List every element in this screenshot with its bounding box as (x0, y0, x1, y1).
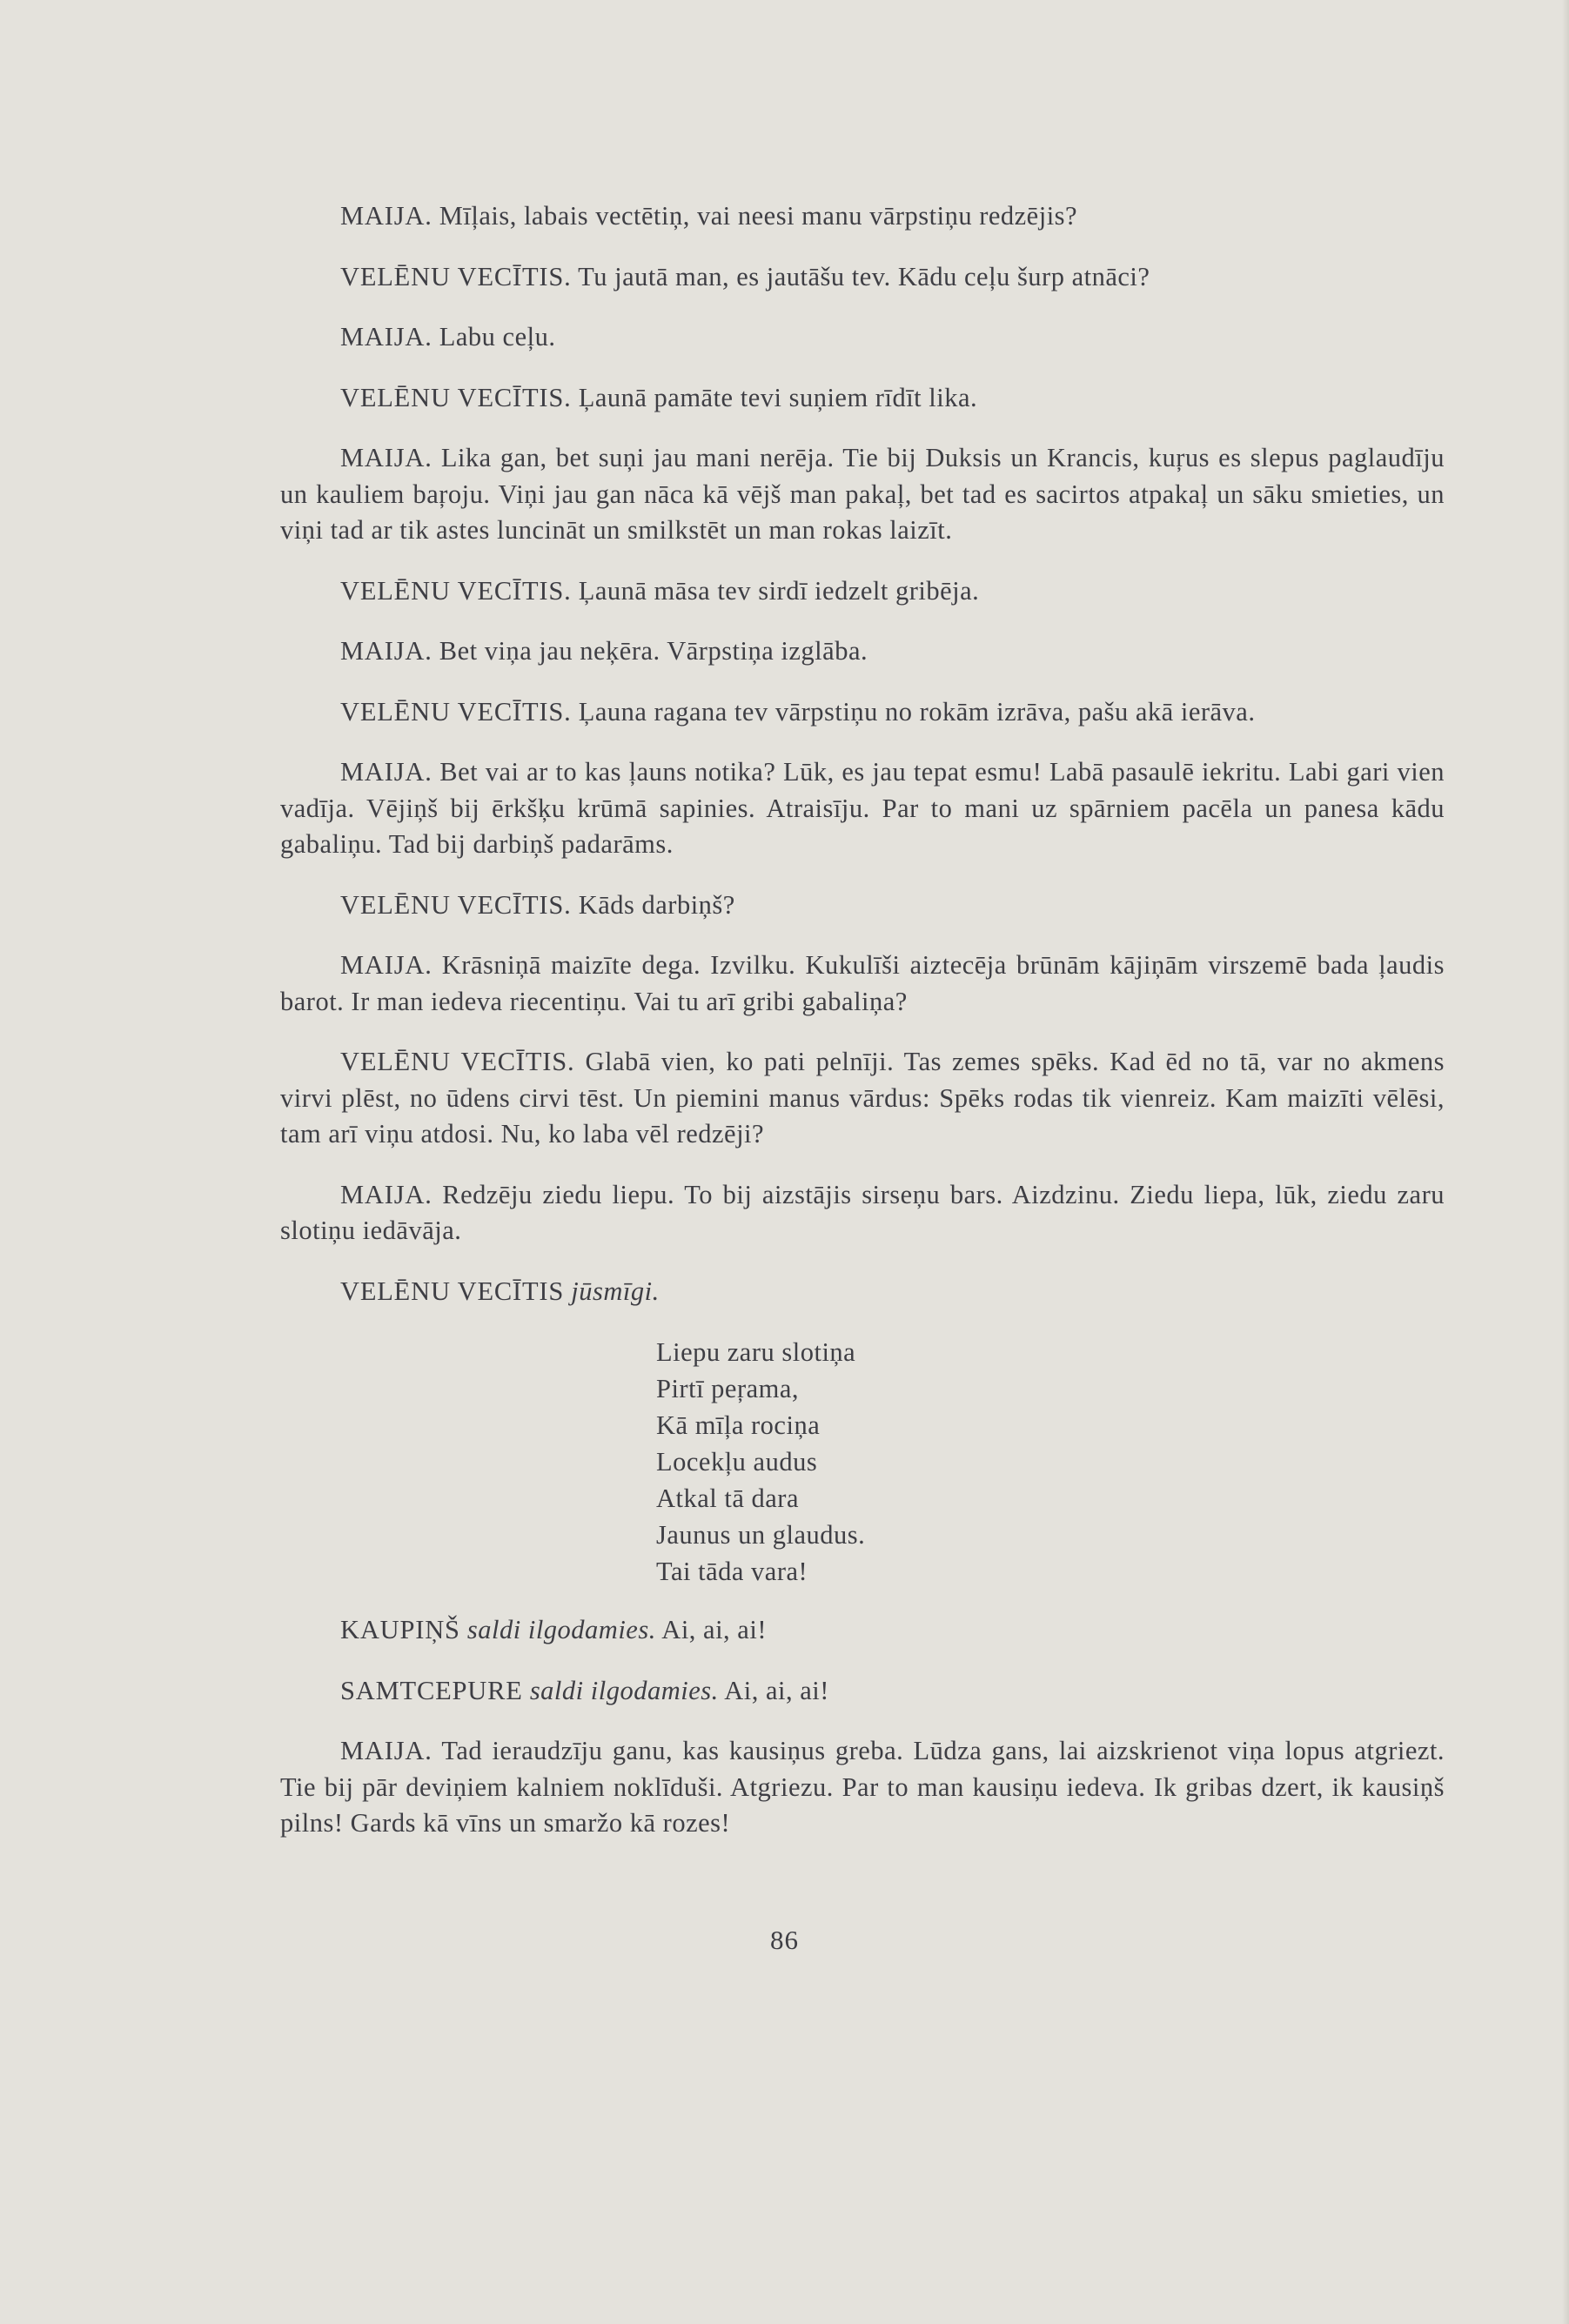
dialogue-text: Redzēju ziedu liepu. To bij aizstājis sirseņu bars. Aizdzinu. Ziedu liepa, lūk, ziedu zaru slotiņu iedāvāja. (280, 1179, 1445, 1245)
poem-line: Kā mīļa rociņa (656, 1410, 821, 1440)
speaker-name: VELĒNU VECĪTIS. (340, 261, 572, 291)
dialogue-text: Lika gan, bet suņi jau mani nerēja. Tie bij Duksis un Krancis, kuŗus es slepus paglaudīju un kauliem baŗoju. Viņi jau gan nāca kā vējš man pakaļ, bet tad es sacirtos atpakaļ un sāku smieties, un viņi tad ar tik astes luncināt un smilkstēt un man rokas laizīt. (280, 443, 1445, 545)
speaker-name: MAIJA. (340, 950, 432, 980)
dialogue-text: Ļauna ragana tev vārpstiņu no rokām izrāva, pašu akā ierāva. (578, 696, 1256, 727)
speaker-name: VELĒNU VECĪTIS. (340, 1047, 575, 1076)
stage-direction: jūsmīgi. (571, 1276, 660, 1306)
poem-line: Liepu zaru slotiņa (656, 1337, 856, 1367)
dialogue-paragraph (280, 1733, 1445, 1842)
speaker-name: SAMTCEPURE (340, 1675, 523, 1705)
play-text (280, 198, 1445, 1866)
dialogue-paragraph (280, 198, 1445, 235)
dialogue-text: Ļaunā pamāte tevi suņiem rīdīt lika. (578, 382, 978, 412)
dialogue-text: Bet viņa jau neķēra. Vārpstiņa izglāba. (439, 636, 868, 666)
dialogue-paragraph (280, 573, 1445, 610)
dialogue-text: Kāds darbiņš? (578, 889, 735, 920)
page-edge (1562, 0, 1569, 2324)
speaker-name: VELĒNU VECĪTIS. (340, 696, 572, 727)
dialogue-paragraph (280, 754, 1445, 863)
poem (656, 1334, 1445, 1590)
dialogue-paragraph (280, 1673, 1445, 1710)
poem-line: Jaunus un glaudus. (656, 1520, 866, 1550)
speaker-name: MAIJA. (340, 443, 432, 472)
speaker-name: VELĒNU VECĪTIS (340, 1276, 565, 1306)
speaker-name: MAIJA. (340, 1179, 432, 1209)
dialogue-paragraph (280, 1612, 1445, 1649)
poem-line: Locekļu audus (656, 1447, 818, 1477)
speaker-name: MAIJA. (340, 1736, 432, 1765)
speaker-name: VELĒNU VECĪTIS. (340, 382, 572, 412)
dialogue-text: Tad ieraudzīju ganu, kas kausiņus greba. Lūdza gans, lai aizskrienot viņa lopus atgriezt. Tie bij pār deviņiem kalniem noklīduši. Atgriezu. Par to man kausiņu iedeva. Ik gribas dzert, ik kausiņš pilns! Gards kā vīns un smaržo kā rozes! (280, 1736, 1445, 1838)
dialogue-text: Labu ceļu. (439, 322, 556, 352)
dialogue-text: Tu jautā man, es jautāšu tev. Kādu ceļu šurp atnāci? (578, 261, 1150, 291)
speaker-name: MAIJA. (340, 636, 432, 666)
stage-direction: saldi ilgodamies. (529, 1675, 719, 1705)
poem-line: Pirtī peŗama, (656, 1374, 800, 1403)
dialogue-paragraph (280, 259, 1445, 296)
stage-direction: saldi ilgodamies. (466, 1615, 656, 1644)
dialogue-paragraph (280, 694, 1445, 731)
dialogue-text: Glabā vien, ko pati pelnīji. Tas zemes spēks. Kad ēd no tā, var no akmens virvi plēst, no ūdens cirvi tēst. Un piemini manus vārdus: Spēks rodas tik vienreiz. Kam maizīti vēlēsi, tam arī viņu atdosi. Nu, ko laba vēl redzēji? (280, 1047, 1445, 1149)
dialogue-text: Krāsniņā maizīte dega. Izvilku. Kukulīši aiztecēja brūnām kājiņām virszemē bada ļaudis barot. Ir man iedeva riecentiņu. Vai tu arī gribi gabaliņa? (280, 950, 1445, 1016)
speaker-name: VELĒNU VECĪTIS. (340, 889, 572, 920)
dialogue-paragraph (280, 1177, 1445, 1249)
dialogue-text: Ļaunā māsa tev sirdī iedzelt gribēja. (578, 575, 980, 606)
dialogue-paragraph (280, 440, 1445, 549)
dialogue-paragraph (280, 633, 1445, 670)
dialogue-paragraph (280, 380, 1445, 417)
speaker-name: MAIJA. (340, 757, 432, 787)
dialogue-paragraph (280, 948, 1445, 1020)
speaker-name: MAIJA. (340, 201, 432, 231)
dialogue-paragraph (280, 1274, 1445, 1310)
page-number: 86 (770, 1925, 799, 1955)
poem-line: Atkal tā dara (656, 1483, 800, 1513)
speaker-name: KAUPIŅŠ (340, 1615, 460, 1644)
dialogue-text: Mīļais, labais vectētiņ, vai neesi manu vārpstiņu redzējis? (439, 201, 1078, 231)
speaker-name: VELĒNU VECĪTIS. (340, 575, 572, 606)
dialogue-paragraph (280, 319, 1445, 356)
poem-line: Tai tāda vara! (656, 1557, 808, 1586)
dialogue-paragraph (280, 887, 1445, 924)
dialogue-text: Ai, ai, ai! (661, 1615, 767, 1644)
speaker-name: MAIJA. (340, 322, 432, 352)
dialogue-text: Bet vai ar to kas ļauns notika? Lūk, es jau tepat esmu! Labā pasaulē iekritu. Labi gari vien vadīja. Vējiņš bij ērkšķu krūmā sapinies. Atraisīju. Par to mani uz spārniem pacēla un panesa kādu gabaliņu. Tad bij darbiņš padarāms. (280, 757, 1445, 859)
dialogue-text: Ai, ai, ai! (724, 1675, 829, 1705)
dialogue-paragraph (280, 1044, 1445, 1153)
